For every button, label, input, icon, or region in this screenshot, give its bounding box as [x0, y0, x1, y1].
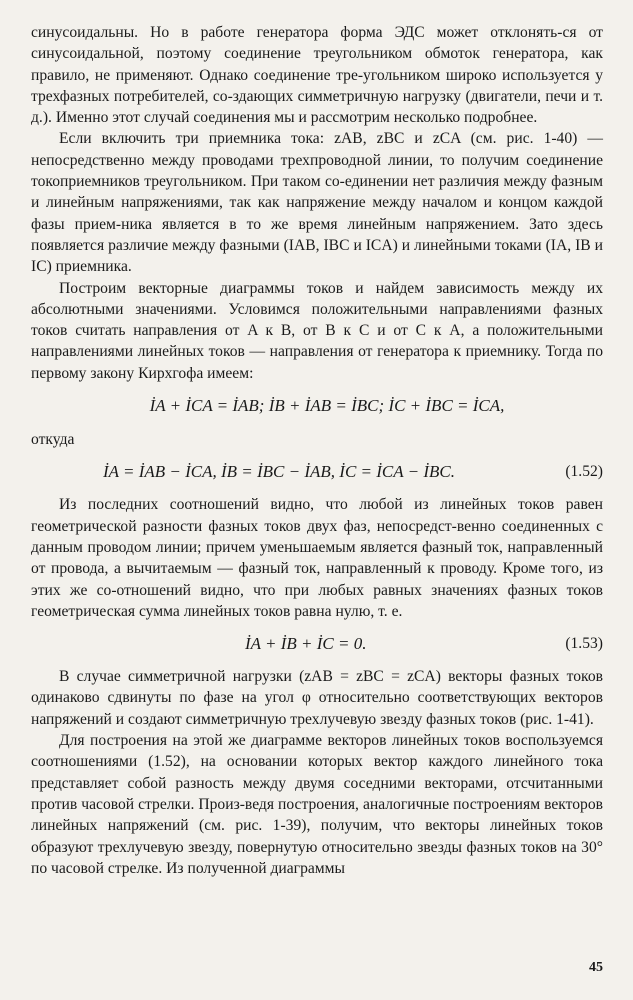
- paragraph-4: Из последних соотношений видно, что любой из линейных токов равен геометрической разности фазных токов двух фаз, непосредст-венно соединенных с данным проводом линии; причем уменьшаемым является фазный ток, направленный от провода, а вычитаемым — фазный ток, направленный к проводу. Кроме того, из этих же со-отношений видно, что при любых равных значениях фазных токов геометрическая сумма линейных токов равна нулю, т. е.: [31, 496, 603, 620]
- equation-1-53-body: İA + İB + İC = 0.: [245, 634, 367, 654]
- equation-1-52-body: İA = İAB − İCA, İB = İBC − İAB, İC = İCA − İBC.: [103, 462, 455, 482]
- paragraph-3: Построим векторные диаграммы токов и найдем зависимость между их абсолютными значениями. Условимся положительными направлениями фазных токов считать направления от A к B, от B к C и от C к A, а положительными направлениями линейных токов — направления от генератора к приемнику. Тогда по первому закону Кирхгофа имеем:: [31, 279, 603, 382]
- paragraph-5: В случае симметричной нагрузки (zAB = zBC = zCA) векторы фазных токов одинаково сдвинуты по фазе на угол φ относительно соответствующих векторов напряжений и создают симметричную трехлучевую звезду фазных токов (рис. 1-41).: [31, 668, 603, 728]
- paragraph-6: Для построения на этой же диаграмме векторов линейных токов воспользуемся соотношениями (1.52), на основании которых вектор каждого линейного тока представляет собой разность между двумя соседними векторами, отсчитанными против часовой стрелки. Произ-ведя построения, аналогичные построениям векторов линейных напряжений (см. рис. 1-39), получим, что векторы линейных токов образуют трехлучевую звезду, повернутую относительно звезды фазных токов на 30° по часовой стрелке. Из полученной диаграммы: [31, 732, 603, 877]
- otkuda-label: откуда: [31, 431, 75, 449]
- equation-1-53: [31, 622, 603, 666]
- equation-number-1-53: (1.53): [565, 635, 603, 653]
- page-number: 45: [589, 960, 603, 975]
- paragraph-1: синусоидальны. Но в работе генератора форма ЭДС может отклонять-ся от синусоидальной, поэтому соединение треугольником обмоток генератора, как правило, не применяют. Однако соединение тре-угольником широко используется у трехфазных потребителей, со-здающих симметричную нагрузку (двигатели, печи и т. д.). Именно этот случай соединения мы и рассмотрим несколько подробнее.: [31, 24, 603, 127]
- equation-1-52: [31, 450, 603, 494]
- equation-number-1-52: (1.52): [565, 463, 603, 481]
- kirchhoff-formula: İA + İCA = İAB; İB + İAB = İBC; İC + İBC = İCA,: [149, 396, 505, 416]
- paragraph-2: Если включить три приемника тока: zAB, zBC и zCA (см. рис. 1-40) — непосредственно между проводами трехпроводной линии, то получим соединение токоприемников треугольником. При таком со-единении нет различия между фазным и линейным напряжениями, так как напряжение между началом и концом каждой фазы прием-ника является в то же время линейным напряжением. Зато здесь появляется различие между фазными (IAB, IBC и ICA) и линейными токами (IA, IB и IC) приемника.: [31, 130, 603, 276]
